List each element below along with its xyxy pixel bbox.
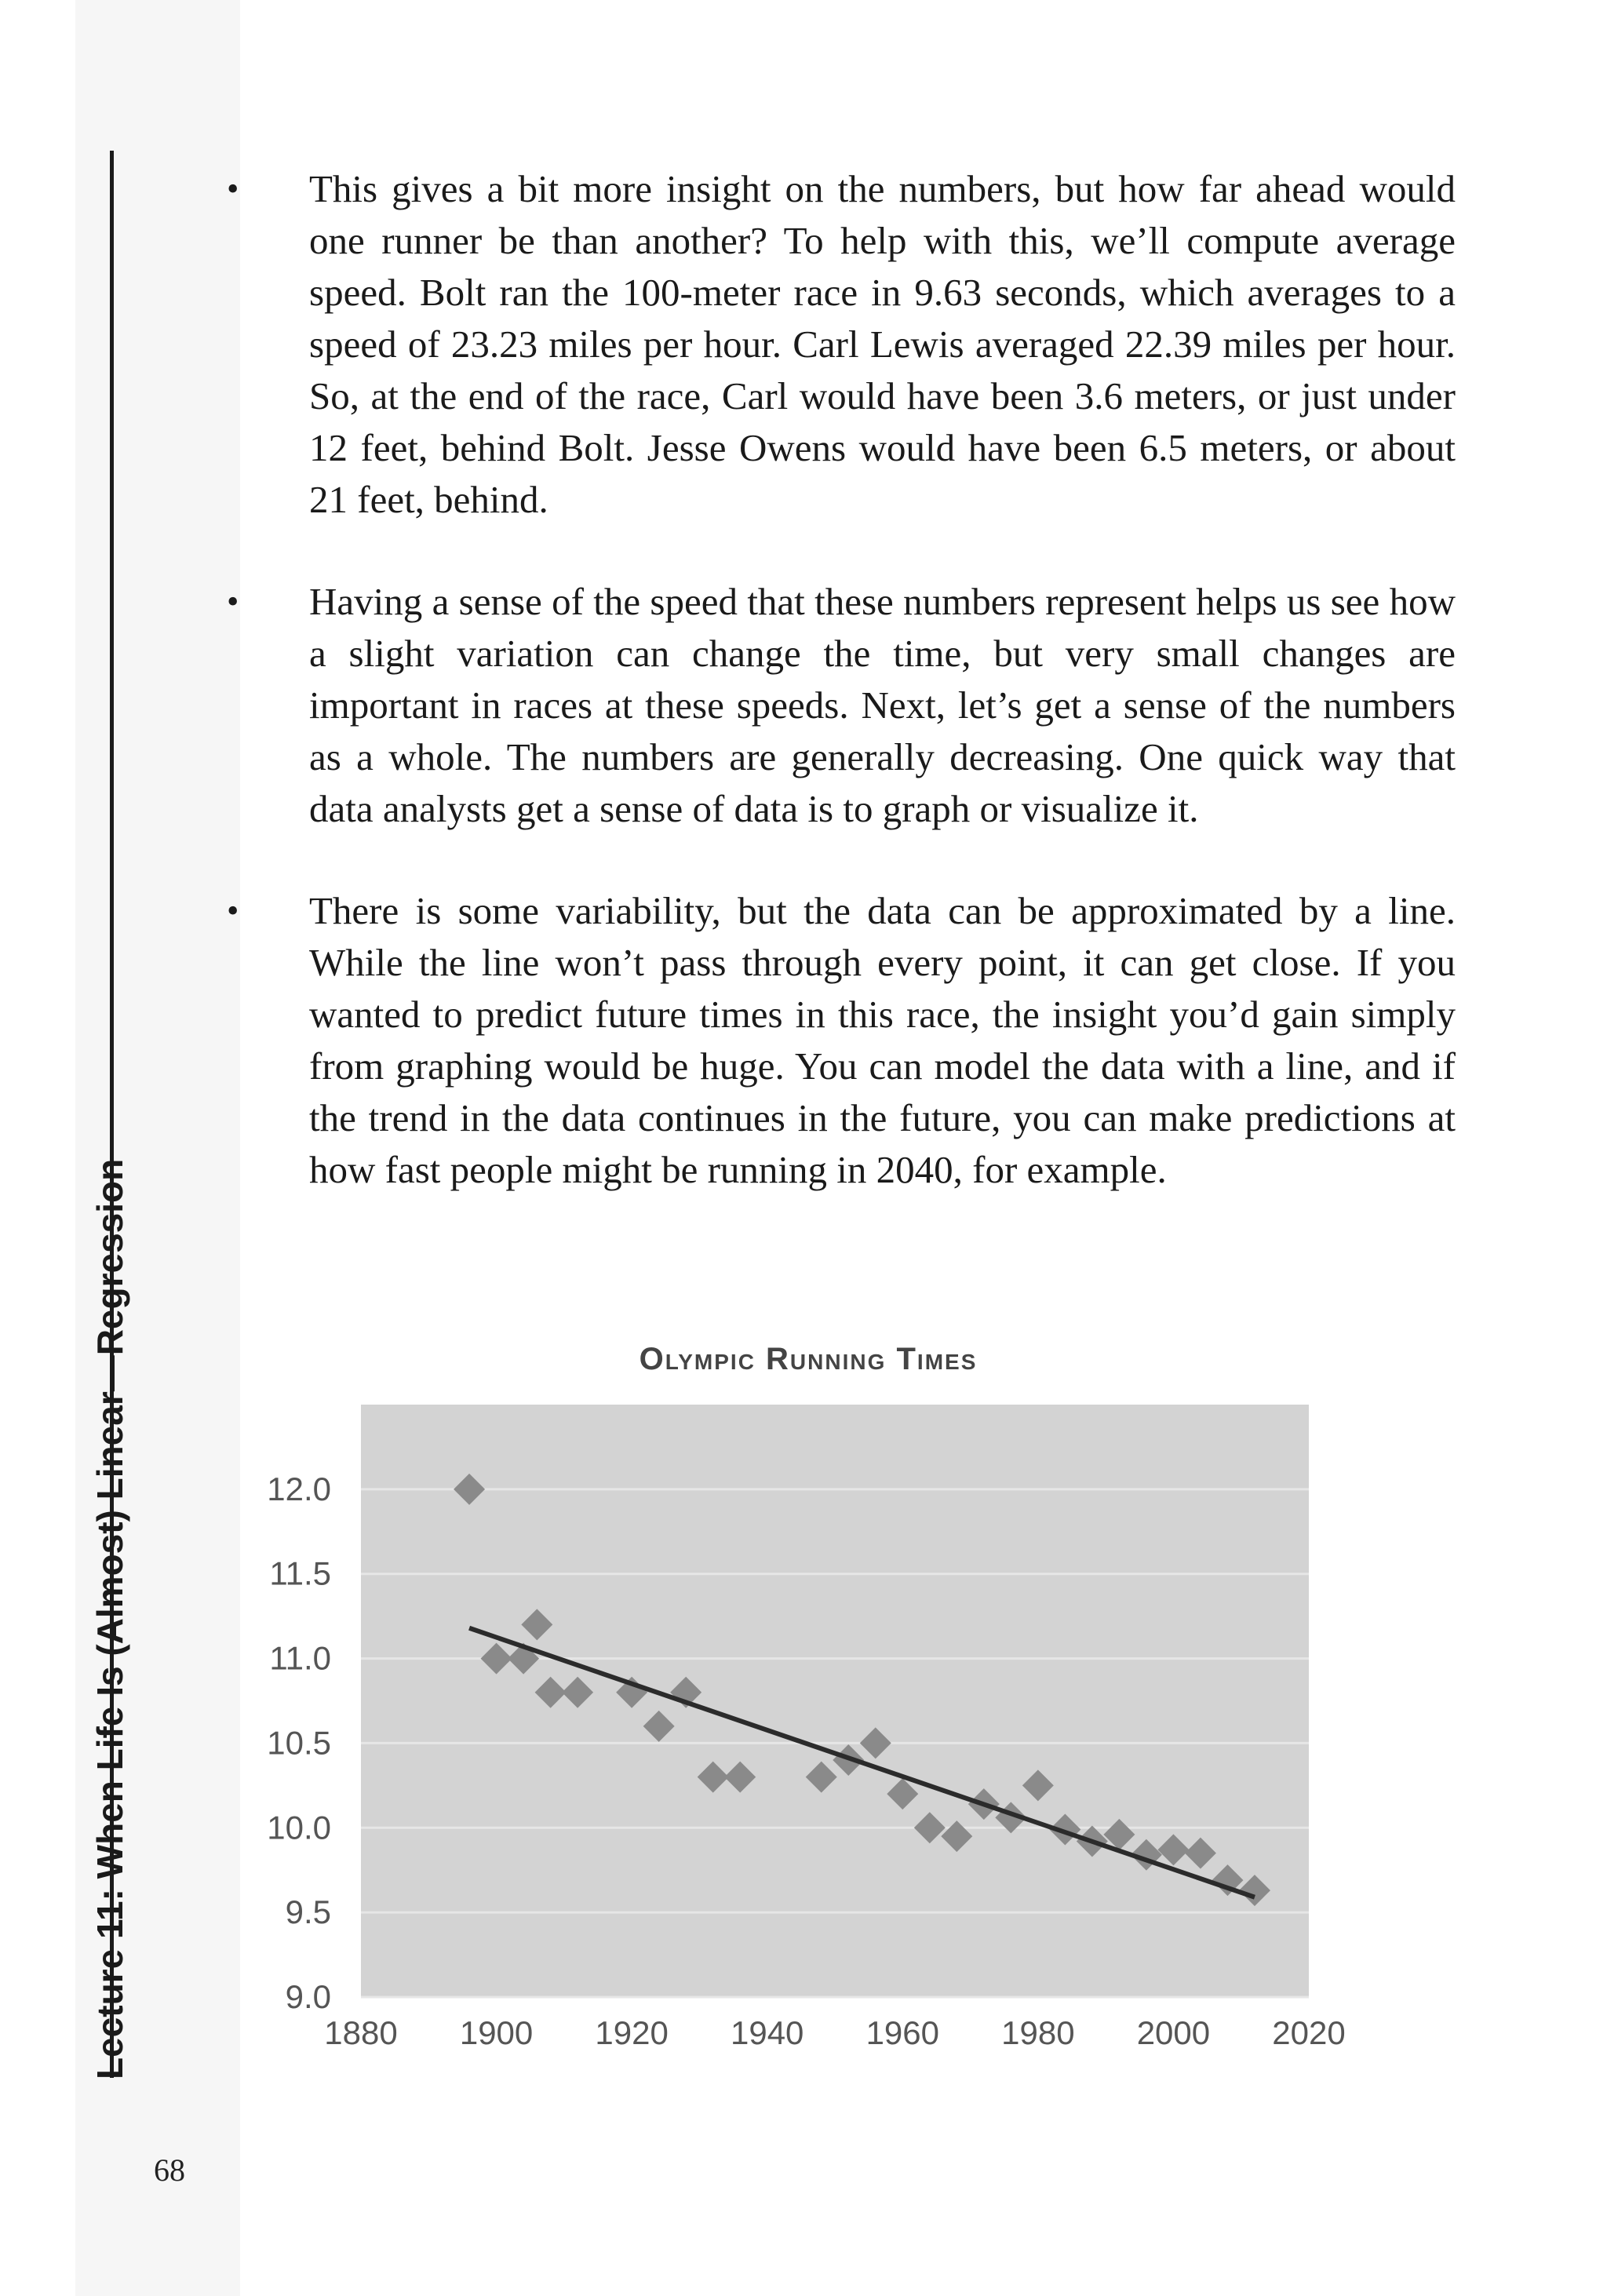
x-tick-label: 1900 xyxy=(459,2014,534,2051)
bullet-marker: • xyxy=(227,891,239,930)
x-tick-label: 1980 xyxy=(1001,2014,1075,2051)
chart-canvas xyxy=(235,1342,1381,2079)
bullet-item xyxy=(224,576,1456,835)
x-tick-label: 2000 xyxy=(1136,2014,1211,2051)
bullet-text: There is some variability, but the data can be approximated by a line. While the line won’t pass through every point, it can get close. If you wanted to predict future times in this race, the insight you’d gain simply from graphing would be huge. You can model the data with a line, and if the trend in the data continues in the future, you can make predictions at how fast people might be running in 2040, for example. xyxy=(309,889,1456,1191)
x-tick-label: 1940 xyxy=(730,2014,804,2051)
chart-title: Olympic Running Times xyxy=(639,1342,978,1376)
bullet-marker: • xyxy=(227,582,239,621)
bullet-text: This gives a bit more insight on the numbers, but how far ahead would one runner be than another? To help with this, we’ll compute average speed. Bolt ran the 100-meter race in 9.63 seconds, which averages to a speed of 23.23 miles per hour. Carl Lewis averaged 22.39 miles per hour. So, at the end of the race, Carl would have been 3.6 meters, or just under 12 feet, behind Bolt. Jesse Owens would have been 6.5 meters, or about 21 feet, behind. xyxy=(309,167,1456,521)
x-tick-label: 1920 xyxy=(595,2014,669,2051)
y-tick-label: 10.5 xyxy=(267,1724,331,1762)
y-tick-label: 11.5 xyxy=(269,1554,331,1592)
x-tick-label: 1960 xyxy=(865,2014,940,2051)
y-tick-label: 10.0 xyxy=(267,1809,331,1846)
bullet-marker: • xyxy=(227,169,239,208)
page-number: 68 xyxy=(154,2152,185,2188)
plot-area xyxy=(361,1405,1309,1997)
y-tick-label: 9.5 xyxy=(285,1893,331,1931)
x-tick-label: 1880 xyxy=(324,2014,398,2051)
y-tick-label: 11.0 xyxy=(269,1639,331,1677)
x-tick-label: 2020 xyxy=(1272,2014,1346,2051)
bullet-item xyxy=(224,163,1456,526)
y-tick-label: 12.0 xyxy=(267,1470,331,1507)
bullet-list xyxy=(224,163,1456,1246)
y-tick-label: 9.0 xyxy=(285,1978,331,2015)
scatter-chart xyxy=(235,1342,1381,2079)
bullet-text: Having a sense of the speed that these numbers represent helps us see how a slight variation can change the time, but very small changes are important in races at these speeds. Next, let’s get a sense of the numbers as a whole. The numbers are generally decreasing. One quick way that data analysts get a sense of data is to graph or visualize it. xyxy=(309,580,1456,830)
running-head: Lecture 11: When Life Is (Almost) Linear—Regression xyxy=(89,1158,130,2079)
bullet-item xyxy=(224,885,1456,1196)
